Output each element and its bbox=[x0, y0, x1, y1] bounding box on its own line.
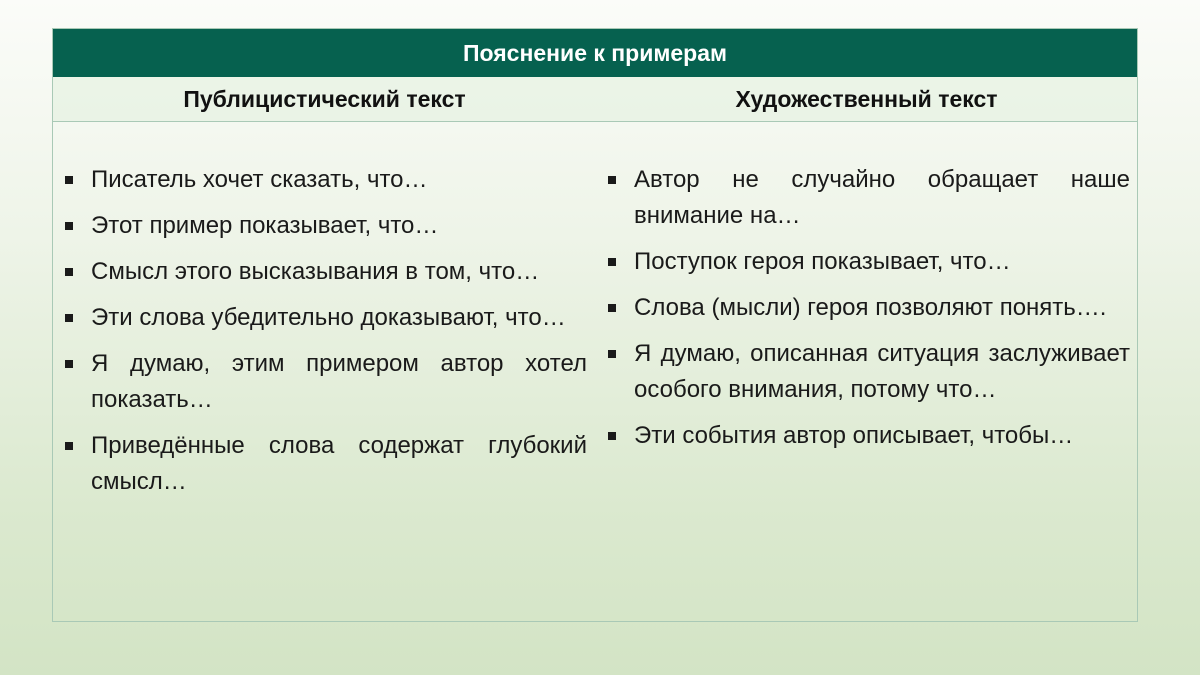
table-body-row bbox=[53, 122, 1137, 621]
list-item bbox=[606, 290, 1130, 326]
square-bullet-icon bbox=[65, 360, 73, 368]
literary-phrase-list bbox=[606, 162, 1130, 454]
square-bullet-icon bbox=[608, 258, 616, 266]
list-item-text: Я думаю, этим примером автор хотел показать… bbox=[91, 350, 587, 413]
column-header-row bbox=[53, 77, 1137, 122]
publicistic-phrase-list bbox=[63, 162, 587, 500]
list-item-text: Писатель хочет сказать, что… bbox=[91, 166, 428, 193]
list-item-text: Слова (мысли) героя позволяют понять…. bbox=[634, 294, 1107, 321]
square-bullet-icon bbox=[608, 176, 616, 184]
square-bullet-icon bbox=[65, 442, 73, 450]
square-bullet-icon bbox=[65, 222, 73, 230]
explanation-table bbox=[52, 28, 1138, 622]
list-item-text: Смысл этого высказывания в том, что… bbox=[91, 258, 540, 285]
square-bullet-icon bbox=[65, 314, 73, 322]
list-item bbox=[63, 162, 587, 198]
list-item bbox=[63, 208, 587, 244]
square-bullet-icon bbox=[608, 432, 616, 440]
column-header-publicistic: Публицистический текст bbox=[183, 86, 466, 112]
literary-column bbox=[606, 162, 1130, 464]
list-item-text: Эти события автор описывает, чтобы… bbox=[634, 422, 1074, 449]
table-title: Пояснение к примерам bbox=[53, 29, 1137, 77]
list-item bbox=[606, 418, 1130, 454]
list-item-text: Эти слова убедительно доказывают, что… bbox=[91, 304, 566, 331]
list-item-text: Поступок героя показывает, что… bbox=[634, 248, 1011, 275]
list-item bbox=[63, 428, 587, 500]
column-header-literary: Художественный текст bbox=[735, 86, 998, 112]
list-item bbox=[606, 162, 1130, 234]
square-bullet-icon bbox=[608, 304, 616, 312]
square-bullet-icon bbox=[65, 176, 73, 184]
list-item bbox=[63, 254, 587, 290]
square-bullet-icon bbox=[65, 268, 73, 276]
list-item bbox=[63, 346, 587, 418]
list-item-text: Автор не случайно обращает наше внимание на… bbox=[634, 166, 1130, 229]
publicistic-column bbox=[63, 162, 587, 510]
list-item bbox=[63, 300, 587, 336]
list-item-text: Приведённые слова содержат глубокий смысл… bbox=[91, 432, 587, 495]
list-item-text: Этот пример показывает, что… bbox=[91, 212, 439, 239]
list-item bbox=[606, 244, 1130, 280]
list-item bbox=[606, 336, 1130, 408]
square-bullet-icon bbox=[608, 350, 616, 358]
list-item-text: Я думаю, описанная ситуация заслуживает особого внимания, потому что… bbox=[634, 340, 1130, 403]
